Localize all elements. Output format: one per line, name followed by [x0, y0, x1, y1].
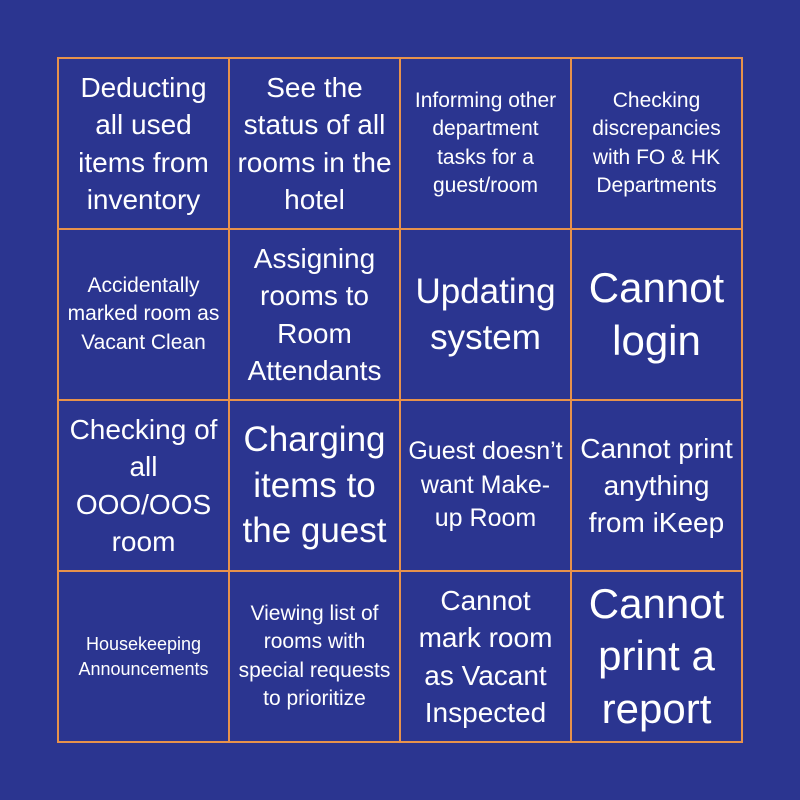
- cell-text: Informing other department tasks for a guest/room: [414, 88, 557, 197]
- bingo-cell[interactable]: [58, 571, 229, 742]
- bingo-board: [57, 57, 743, 743]
- bingo-cell[interactable]: [58, 58, 229, 229]
- cell-text: Checking of all OOO/OOS room: [69, 414, 218, 557]
- cell-text: Viewing list of rooms with special requests to prioritize: [238, 601, 391, 710]
- bingo-cell[interactable]: [400, 400, 571, 571]
- bingo-cell[interactable]: [400, 229, 571, 400]
- bingo-cell[interactable]: [229, 229, 400, 400]
- cell-text: Cannot login: [588, 264, 725, 364]
- bingo-cell[interactable]: [571, 400, 742, 571]
- bingo-cell[interactable]: [400, 58, 571, 229]
- cell-text: Charging items to the guest: [242, 420, 387, 551]
- cell-text: Deducting all used items from inventory: [78, 72, 209, 215]
- cell-text: Accidentally marked room as Vacant Clean: [67, 273, 220, 354]
- cell-text: Checking discrepancies with FO & HK Departments: [592, 88, 721, 197]
- cell-text: Cannot print a report: [588, 579, 725, 732]
- cell-text: Housekeeping Announcements: [78, 634, 209, 679]
- cell-text: Cannot print anything from iKeep: [580, 432, 733, 539]
- bingo-cell[interactable]: [58, 400, 229, 571]
- cell-text: Assigning rooms to Room Attendants: [247, 243, 382, 386]
- bingo-cell[interactable]: [58, 229, 229, 400]
- cell-text: Updating system: [415, 272, 556, 357]
- bingo-cell[interactable]: [571, 229, 742, 400]
- cell-text: See the status of all rooms in the hotel: [237, 72, 392, 215]
- bingo-cell[interactable]: [229, 400, 400, 571]
- bingo-cell[interactable]: [229, 58, 400, 229]
- bingo-cell[interactable]: [400, 571, 571, 742]
- bingo-cell[interactable]: [571, 58, 742, 229]
- bingo-cell[interactable]: [571, 571, 742, 742]
- bingo-cell[interactable]: [229, 571, 400, 742]
- cell-text: Guest doesn’t want Make-up Room: [408, 436, 563, 533]
- cell-text: Cannot mark room as Vacant Inspected: [418, 585, 553, 728]
